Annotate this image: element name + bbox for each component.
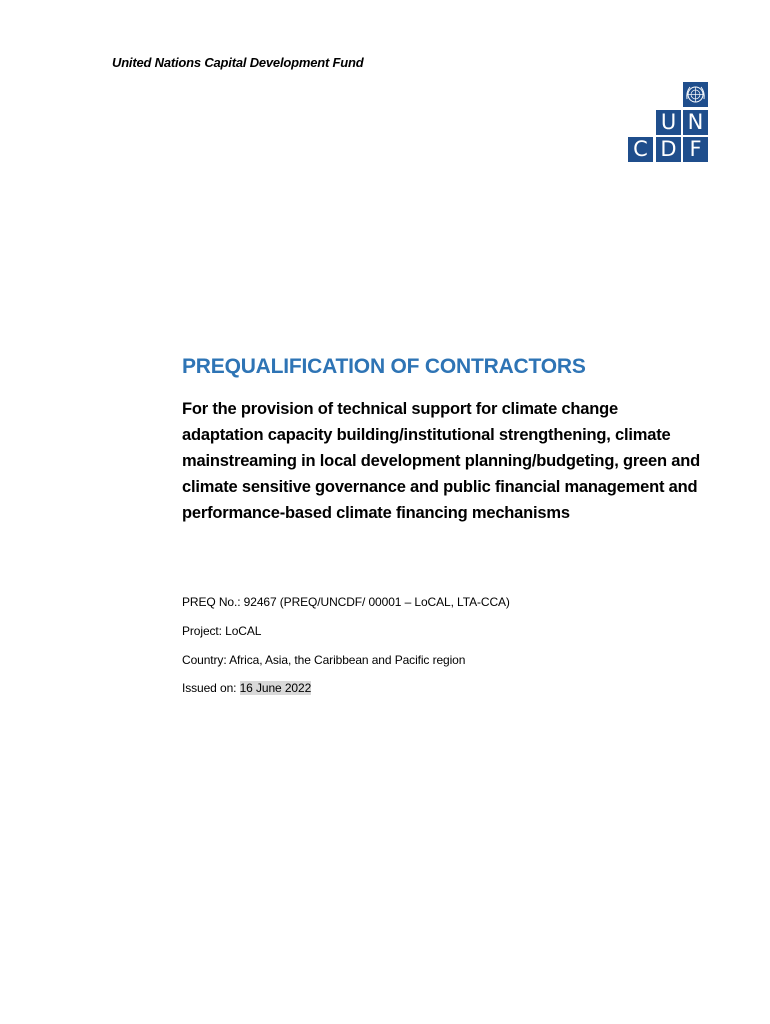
country-line: Country: Africa, Asia, the Caribbean and Pacific region xyxy=(182,653,466,667)
issued-date: 16 June 2022 xyxy=(239,681,312,695)
document-title: PREQUALIFICATION OF CONTRACTORS xyxy=(182,355,586,378)
document-subtitle: For the provision of technical support for climate change adaptation capacity building/institutional strengthening, climate mainstreaming in local development planning/budgeting, green and climate sensitive governance and public financial management and performance-based climate financing mechanisms xyxy=(182,400,701,522)
organization-header: United Nations Capital Development Fund xyxy=(112,55,364,70)
logo-letter-u: U xyxy=(656,110,681,135)
project-line: Project: LoCAL xyxy=(182,624,262,638)
issued-label: Issued on: xyxy=(182,681,240,695)
un-emblem-icon xyxy=(683,82,708,107)
logo-letter-c: C xyxy=(628,137,653,162)
issued-line xyxy=(182,681,311,695)
preq-number: PREQ No.: 92467 (PREQ/UNCDF/ 00001 – LoCAL, LTA-CCA) xyxy=(182,595,510,609)
logo-letter-f: F xyxy=(683,137,708,162)
uncdf-logo xyxy=(628,82,710,162)
logo-letter-d: D xyxy=(656,137,681,162)
logo-letter-n: N xyxy=(683,110,708,135)
